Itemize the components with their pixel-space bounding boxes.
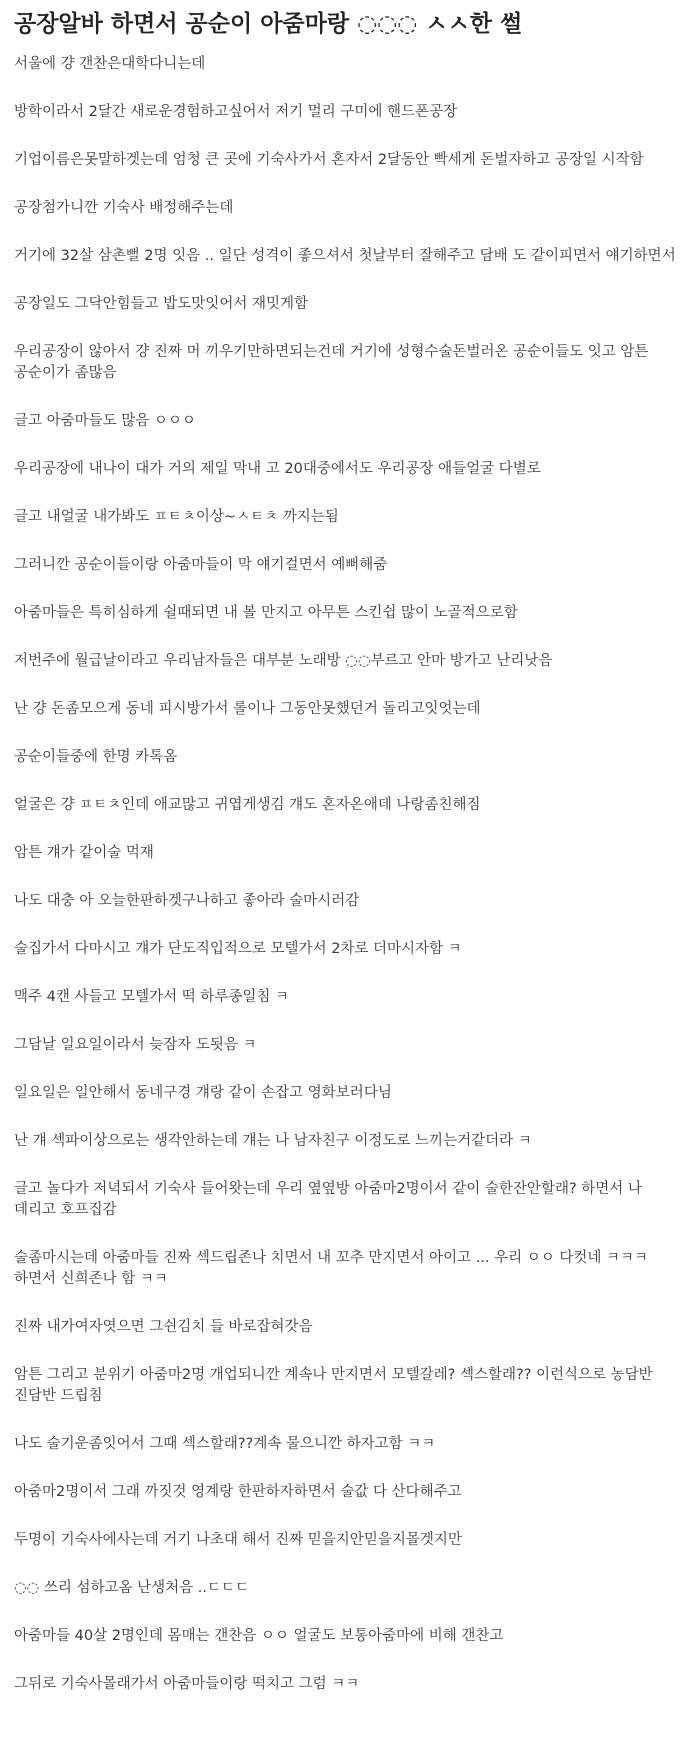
post-line: 아줌마들은 특히심하게 쉴때되면 내 볼 만지고 아무튼 스킨쉽 많이 노골적으로함 [14,605,518,621]
post-line: 우리공장이 않아서 걍 진짜 머 끼우기만하면되는건데 거기에 성형수술돈벌러온 공순이들도 잇고 암튼 공순이가 좀많음 [14,344,649,381]
post-line: 글고 아줌마들도 많음 ㅇㅇㅇ [14,413,196,429]
post-body [14,54,686,1695]
post-line: 난 걍 돈좀모으게 동네 피시방가서 롤이나 그동안못했던거 돌리고잇엇는데 [14,701,481,717]
post-line: 그뒤로 기숙사몰래가서 아줌마들이랑 떡치고 그럼 ㅋㅋ [14,1676,360,1692]
post-line: 공장일도 그닥안힘들고 밥도맛잇어서 재밋게함 [14,296,308,312]
post-line: 나도 대충 아 오늘한판하겟구나하고 좋아라 술마시러감 [14,893,360,909]
post-line: 맥주 4캔 사들고 모텔가서 떡 하루종일침 ㅋ [14,989,289,1005]
post-line: 공장첨가니깐 기숙사 배정해주는데 [14,200,234,216]
post-line: 진짜 내가여자엿으면 그쉰김치 들 바로잡혀갓음 [14,1319,313,1335]
post-line: 그러니깐 공순이들이랑 아줌마들이 막 얘기걸면서 예뻐해줌 [14,557,388,573]
post-title: 공장알바 하면서 공순이 아줌마랑 ◌◌◌ ㅅㅅ한 썰 [14,11,523,37]
post-line: 얼굴은 걍 ㅍㅌㅊ인데 애교많고 귀엽게생김 걔도 혼자온애데 나랑좀친해짐 [14,797,481,813]
post-line: 저번주에 월급날이라고 우리남자들은 대부분 노래방 ◌◌부르고 안마 방가고 난리낫음 [14,653,553,669]
post-line: 우리공장에 내나이 대가 거의 제일 막내 고 20대중에서도 우리공장 애들얼굴 다별로 [14,461,541,477]
post-line: 두명이 기숙사에사는데 거기 나초대 해서 진짜 믿을지안믿을지몰겟지만 [14,1532,462,1548]
post-line: 공순이들중에 한명 카톡옴 [14,749,178,765]
post-line: 술집가서 다마시고 걔가 단도직입적으로 모텔가서 2차로 더마시자함 ㅋ [14,941,462,957]
post-line: ◌◌ 쓰리 섬하고옴 난생처음 ..ㄷㄷㄷ [14,1580,250,1596]
post-line: 암튼 걔가 같이술 먹재 [14,845,154,861]
post-line: 암튼 그리고 분위기 아줌마2명 개업되니깐 계속나 만지면서 모텔갈레? 섹스할래?? 이런식으로 농담반 진담반 드립침 [14,1367,653,1404]
post-line: 나도 술기운좀잇어서 그때 섹스할래??계속 물으니깐 하자고함 ㅋㅋ [14,1436,436,1452]
post-line: 술좀마시는데 아줌마들 진짜 섹드립존나 치면서 내 꼬추 만지면서 아이고 ... 우리 ㅇㅇ 다컷네 ㅋㅋㅋ 하면서 신희존나 함 ㅋㅋ [14,1250,649,1287]
post-line: 방학이라서 2달간 새로운경험하고싶어서 저기 멀리 구미에 핸드폰공장 [14,104,458,120]
post-line: 서울에 걍 갠찬은대학다니는데 [14,56,206,72]
post-line: 그담날 일요일이라서 늦잠자 도됫음 ㅋ [14,1037,257,1053]
post-line: 난 걔 섹파이상으로는 생각안하는데 걔는 나 남자친구 이정도로 느끼는거같더라 ㅋ [14,1133,532,1149]
post-line: 일요일은 일안해서 동네구경 걔랑 같이 손잡고 영화보러다님 [14,1085,392,1101]
post-line: 글고 놀다가 저녁되서 기숙사 들어왓는데 우리 옆옆방 아줌마2명이서 같이 술한잔안할래? 하면서 나 데리고 호프집감 [14,1181,642,1218]
post-line: 글고 내얼굴 내가봐도 ㅍㅌㅊ이상~ㅅㅌㅊ 까지는됨 [14,509,339,525]
post-line: 기업이름은못말하겟는데 엄청 큰 곳에 기숙사가서 혼자서 2달동안 빡세게 돈벌자하고 공장일 시작함 [14,152,644,168]
post-line: 아줌마들 40살 2명인데 몸매는 갠찬음 ㅇㅇ 얼굴도 보통아줌마에 비해 갠찬고 [14,1628,504,1644]
post-line: 아줌마2명이서 그래 까짓것 영계랑 한판하자하면서 술값 다 산다해주고 [14,1484,462,1500]
post-line: 거기에 32살 삼촌뻘 2명 잇음 .. 일단 성격이 좋으셔서 첫날부터 잘해주고 담배 도 같이피면서 얘기하면서 [14,248,676,264]
